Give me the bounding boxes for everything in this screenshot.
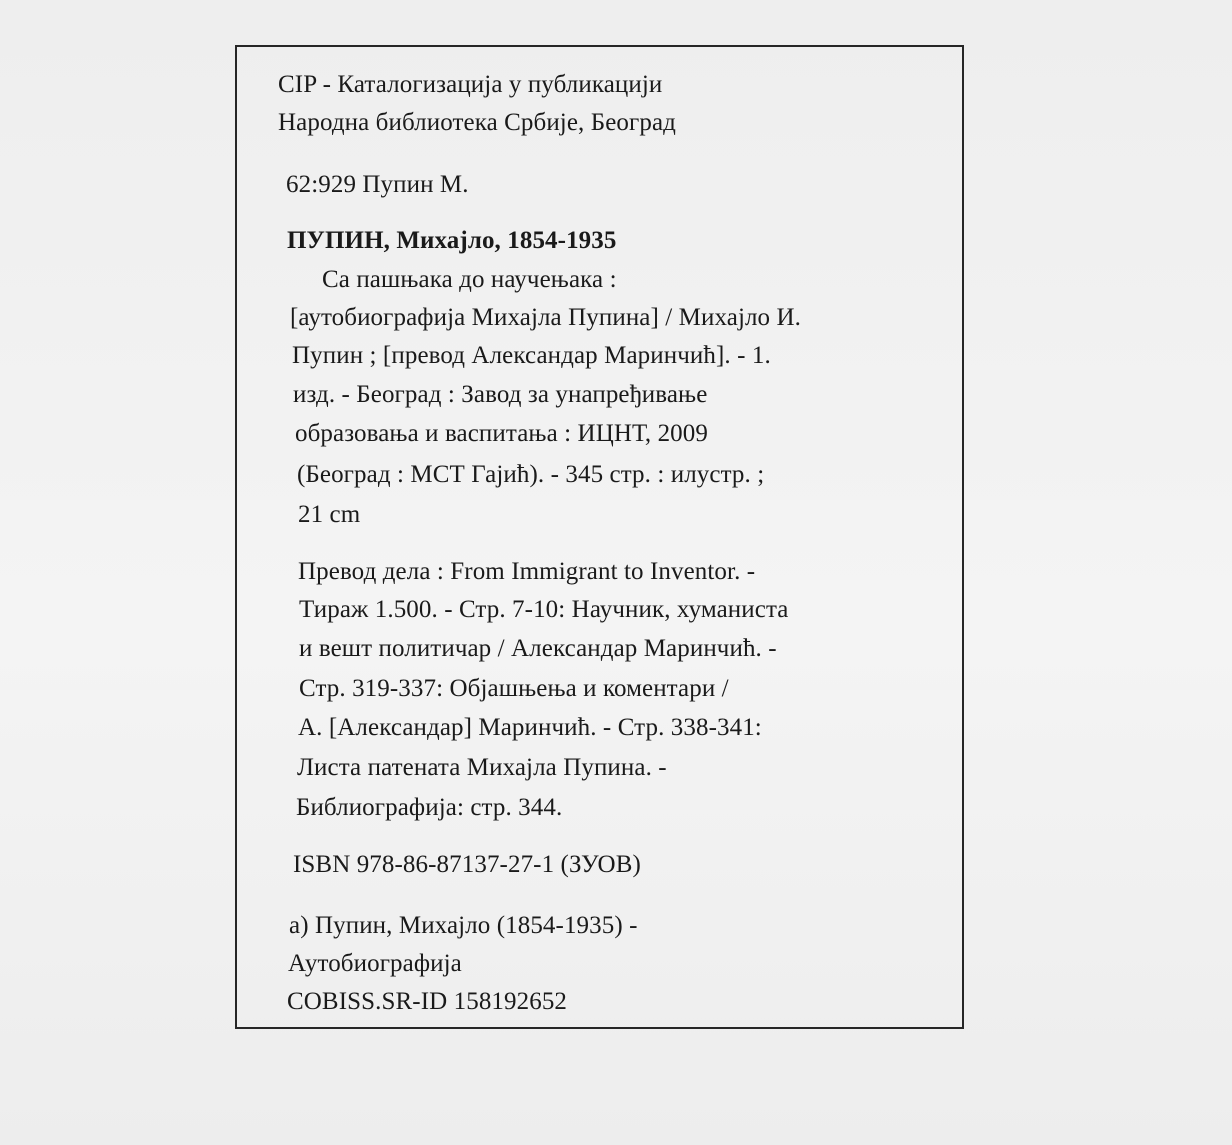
description-line: Пупин ; [превод Александар Маринчић]. - 1. <box>292 342 771 369</box>
description-line: изд. - Београд : Завод за унапређивање <box>293 381 708 408</box>
subject-line: а) Пупин, Михајло (1854-1935) - <box>289 912 638 939</box>
notes-line: Библиографија: стр. 344. <box>296 794 563 821</box>
description-line: образовања и васпитања : ИЦНТ, 2009 <box>295 420 708 447</box>
author-heading: ПУПИН, Михајло, 1854-1935 <box>287 227 617 254</box>
cip-header-line-1: CIP - Каталогизација у публикацији <box>278 71 663 98</box>
cip-header-line-2: Народна библиотека Србије, Београд <box>278 109 676 136</box>
notes-line: Тираж 1.500. - Стр. 7-10: Научник, хуманиста <box>299 596 789 623</box>
cobiss-id: COBISS.SR-ID 158192652 <box>287 988 568 1015</box>
classification-number: 62:929 Пупин М. <box>286 171 469 198</box>
description-line: [аутобиографија Михајла Пупина] / Михајло И. <box>290 304 802 331</box>
description-line: 21 cm <box>298 501 361 528</box>
subject-line: Аутобиографија <box>288 950 462 977</box>
isbn: ISBN 978-86-87137-27-1 (ЗУОВ) <box>293 851 641 878</box>
notes-line: Листа патената Михајла Пупина. - <box>297 754 667 781</box>
description-line: (Београд : МСТ Гајић). - 345 стр. : илустр. ; <box>297 461 765 488</box>
description-line: Са пашњака до научењака : <box>322 266 617 293</box>
notes-line: и вешт политичар / Александар Маринчић. - <box>299 635 777 662</box>
notes-line: А. [Александар] Маринчић. - Стр. 338-341: <box>298 714 762 741</box>
notes-line: Стр. 319-337: Објашњења и коментари / <box>299 675 729 702</box>
notes-line: Превод дела : From Immigrant to Inventor. - <box>298 558 756 585</box>
